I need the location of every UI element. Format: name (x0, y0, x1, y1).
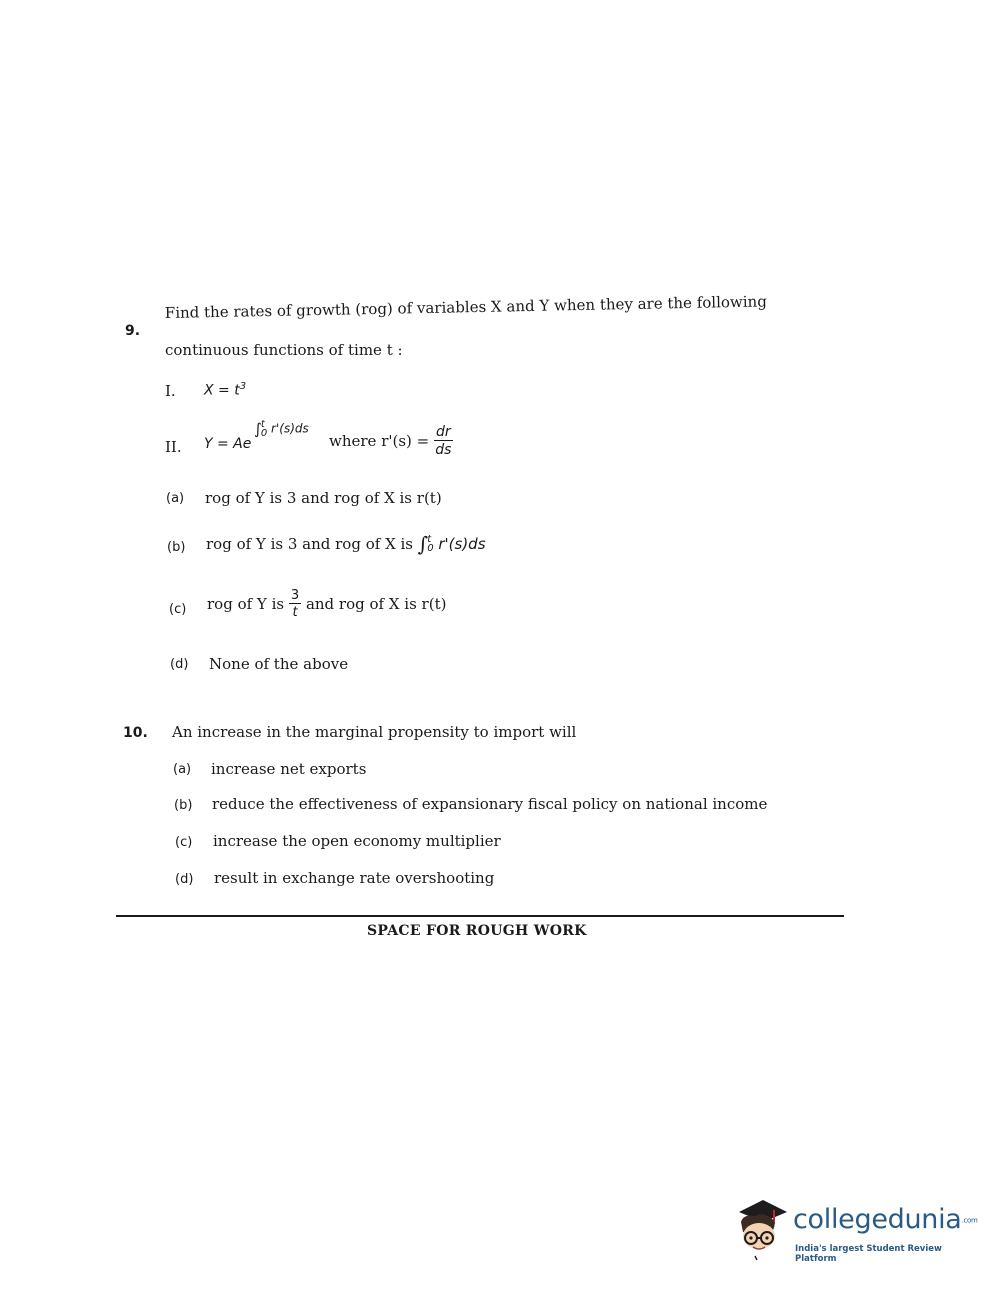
item-2-frac-den: ds (435, 442, 452, 458)
mascot-icon (733, 1196, 791, 1262)
q9-option-b-lower: 0 (427, 543, 434, 554)
item-1-exponent: 3 (239, 381, 247, 392)
question-9-stem-line2: continuous functions of time t : (165, 341, 403, 359)
item-2-lower-limit: 0 (260, 428, 268, 439)
brand-suffix: .com (961, 1216, 978, 1225)
q10-option-c-text[interactable]: increase the open economy multiplier (213, 832, 501, 850)
q10-option-b-text[interactable]: reduce the effectiveness of expansionary fiscal policy on national income (212, 795, 768, 813)
q9-option-b-upper: t (427, 534, 432, 545)
q10-option-b-mark: (b) (174, 798, 193, 813)
item-2-upper-limit: t (260, 419, 265, 430)
q9-option-a-mark: (a) (166, 491, 185, 506)
rough-work-heading: SPACE FOR ROUGH WORK (367, 923, 587, 939)
item-2-integral-sign: ∫ (254, 420, 262, 438)
q10-option-c-mark: (c) (175, 835, 193, 850)
q10-option-a-mark: (a) (173, 762, 192, 777)
item-1-expr: X = t (204, 382, 240, 399)
q9-option-a-text[interactable]: rog of Y is 3 and rog of X is r(t) (205, 489, 442, 507)
item-2-where-clause (329, 425, 453, 457)
question-10-number: 10. (123, 725, 148, 741)
question-9-stem-line1: Find the rates of growth (rog) of variables X and Y when they are the following (164, 292, 767, 322)
item-2-frac-num: dr (436, 424, 451, 440)
q9-option-c-mark: (c) (169, 602, 187, 617)
rough-work-divider (116, 915, 844, 917)
question-10-stem: An increase in the marginal propensity to import will (172, 723, 577, 741)
q10-option-a-text[interactable]: increase net exports (211, 760, 367, 778)
brand-name (793, 1204, 978, 1235)
q9-option-b-mark: (b) (167, 540, 186, 555)
item-2-exponent (254, 420, 309, 438)
q10-option-d-text[interactable]: result in exchange rate overshooting (214, 869, 495, 887)
item-2-label: II. (165, 438, 182, 456)
item-2-where: where r'(s) = (329, 432, 430, 450)
q9-option-b-prefix: rog of Y is 3 and rog of X is (206, 535, 414, 553)
q9-option-b-integral-sign: ∫ (417, 532, 429, 556)
collegedunia-watermark (733, 1196, 978, 1266)
q9-option-c-prefix: rog of Y is (207, 595, 285, 613)
q9-option-d-mark: (d) (170, 657, 189, 672)
item-2-expr: Y = Ae (204, 436, 252, 452)
item-2-integrand: r'(s)ds (271, 421, 309, 436)
question-9-number: 9. (125, 323, 141, 339)
brand-text: collegedunia (793, 1204, 962, 1235)
q9-option-c-text[interactable] (207, 589, 446, 619)
q9-option-d-text[interactable]: None of the above (209, 655, 349, 673)
item-1-expression (204, 381, 246, 399)
q9-option-b-integrand: r'(s)ds (438, 535, 486, 553)
brand-tagline: India's largest Student Review Platform (795, 1244, 942, 1264)
q10-option-d-mark: (d) (175, 872, 194, 887)
item-1-label: I. (165, 382, 176, 400)
q9-option-c-frac-num: 3 (290, 588, 300, 603)
q9-option-b-text[interactable] (206, 532, 486, 556)
q9-option-c-frac-den: t (292, 605, 298, 620)
q9-option-c-suffix: and rog of X is r(t) (305, 595, 447, 613)
